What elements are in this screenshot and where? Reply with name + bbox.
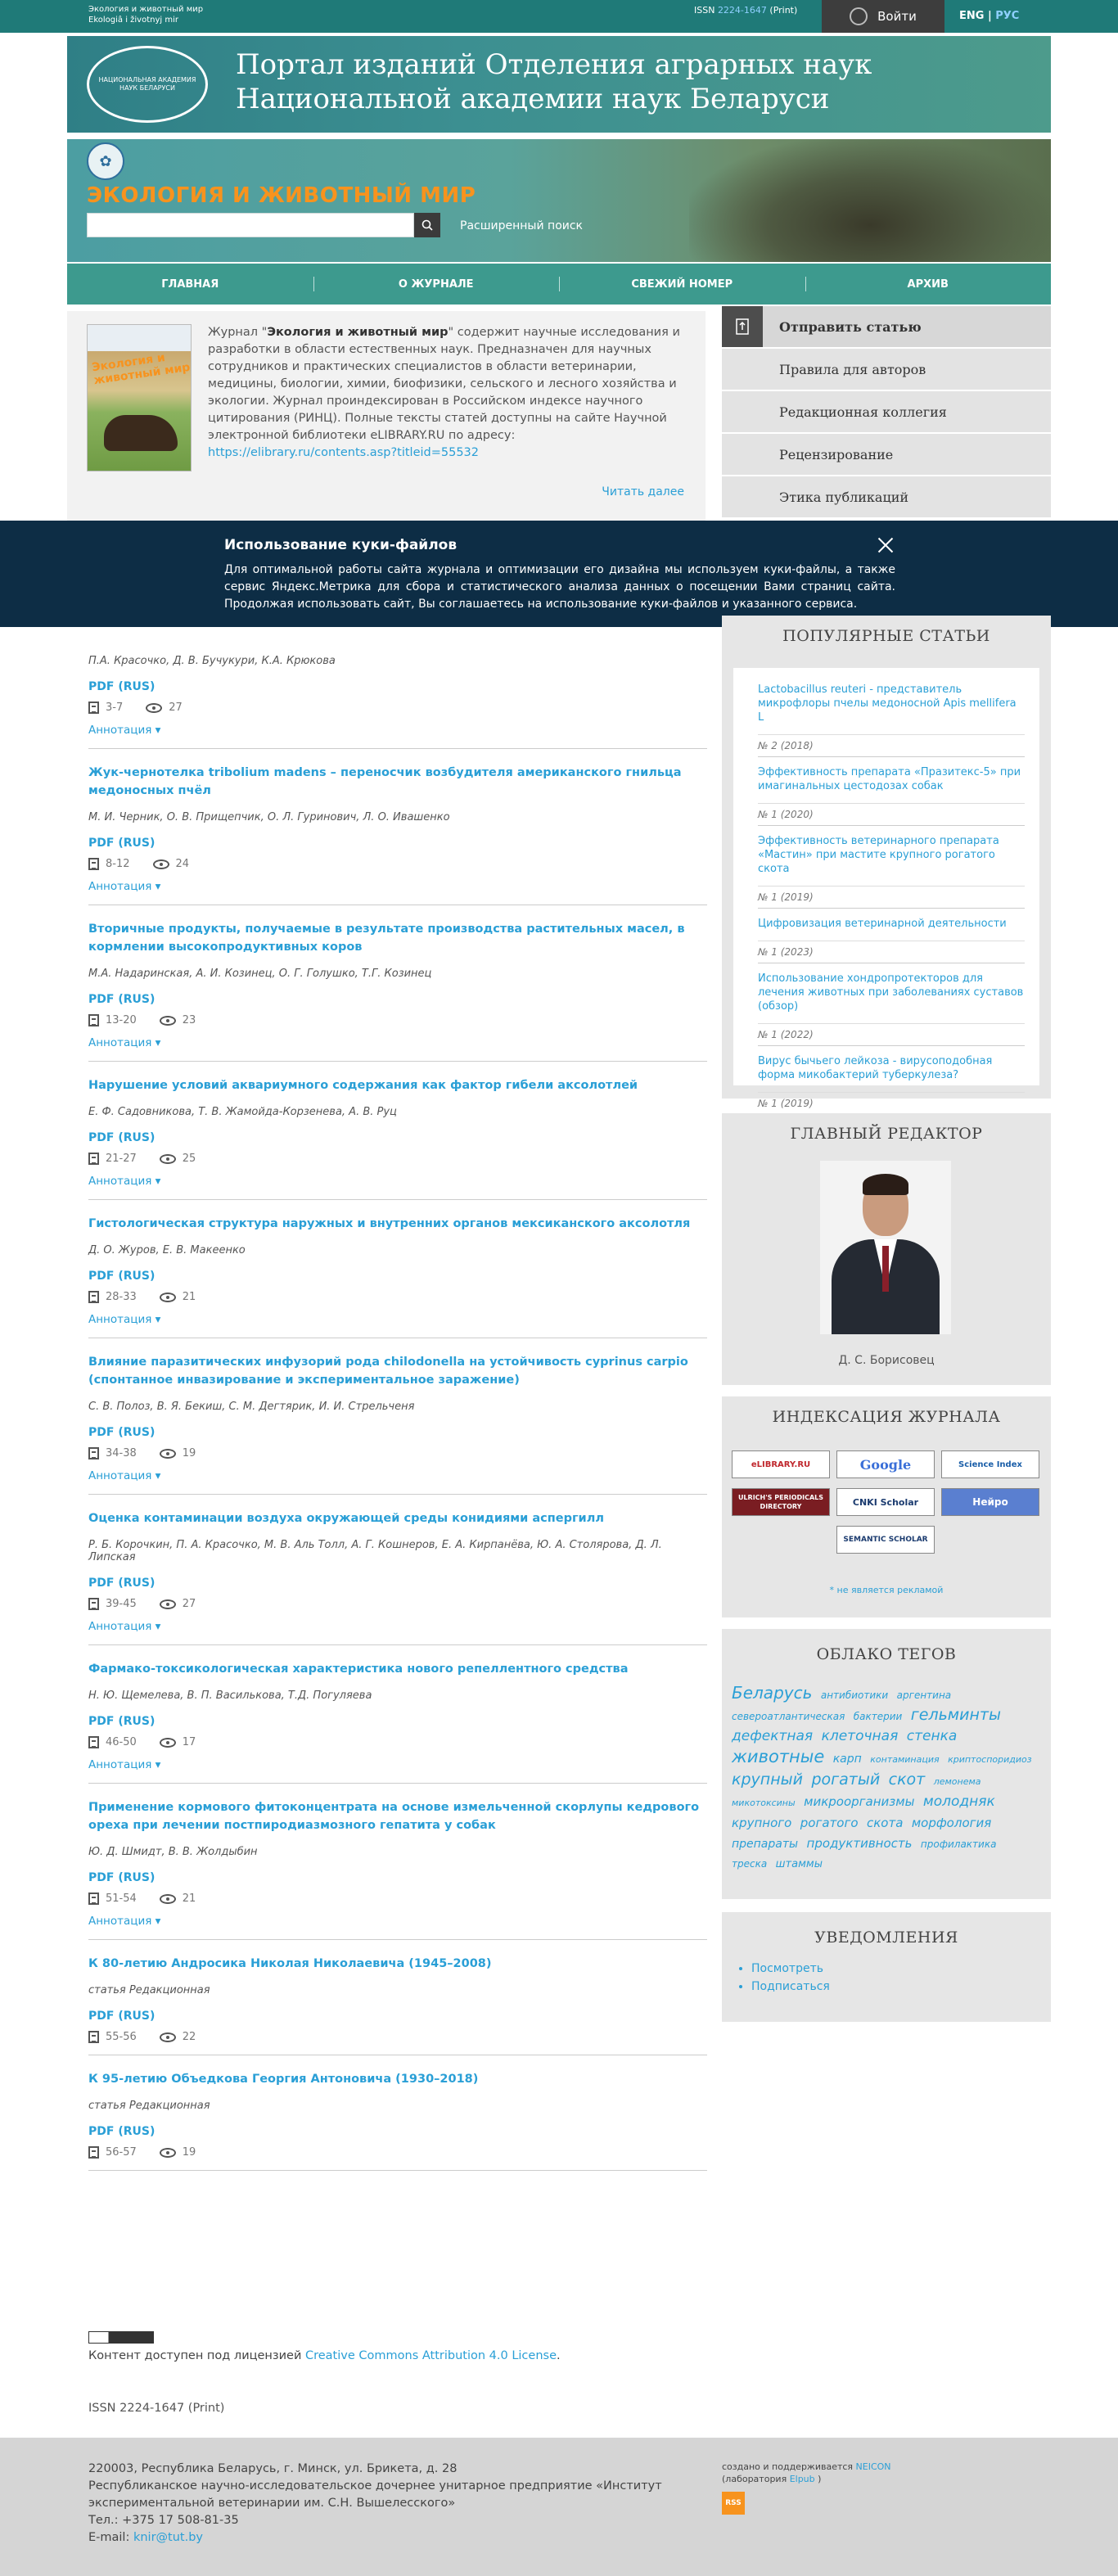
article-views	[160, 1447, 196, 1459]
eye-icon	[160, 1894, 176, 1904]
tag-link[interactable]: рогатого	[800, 1816, 859, 1830]
submit-article-button[interactable]	[722, 306, 1051, 347]
search-input[interactable]	[87, 213, 414, 237]
article-pages	[88, 1598, 137, 1610]
popular-item	[758, 765, 1025, 826]
login-button[interactable]	[822, 0, 944, 33]
article-meta	[88, 1014, 707, 1026]
lab-suffix: )	[814, 2474, 822, 2484]
article-pages	[88, 2031, 137, 2043]
article-item	[88, 1215, 707, 1338]
tags-title: ОБЛАКО ТЕГОВ	[816, 1645, 957, 1663]
lang-rus-link[interactable]: РУС	[995, 10, 1020, 22]
article-pages	[88, 1736, 137, 1748]
indexing-title: ИНДЕКСАЦИЯ ЖУРНАЛА	[772, 1408, 1001, 1426]
article-pages	[88, 1291, 137, 1303]
indexing-note: * не является рекламой	[829, 1585, 944, 1595]
article-meta	[88, 2031, 707, 2043]
tag-link[interactable]: штаммы	[775, 1858, 823, 1870]
issn-label: ISSN	[694, 5, 718, 16]
rss-icon[interactable]: RSS	[722, 2492, 745, 2515]
login-label: Войти	[877, 9, 917, 24]
eye-icon	[146, 703, 162, 713]
issn-bottom: ISSN 2224-1647 (Print)	[88, 2402, 225, 2415]
neicon-link[interactable]: NEICON	[855, 2461, 891, 2472]
article-pages	[88, 1447, 137, 1459]
article-annotation-toggle[interactable]: Аннотация ▾	[88, 1175, 161, 1188]
cc-license-badge[interactable]	[88, 2331, 154, 2344]
article-pdf-link[interactable]: PDF (RUS)	[88, 1577, 156, 1590]
journal-name-lat: Ekologiâ i životnyj mir	[88, 16, 178, 25]
nav-about[interactable]: О ЖУРНАЛЕ	[313, 264, 560, 305]
journal-name-small	[88, 4, 203, 25]
page-icon	[88, 702, 99, 714]
pages-value: 28-33	[106, 1291, 137, 1303]
cookie-text: Для оптимальной работы сайта журнала и оптимизации его дизайна мы используем куки-файлы, а также сервис Яндекс.Метрика для сбора и статистического анализа данных о посещении Вами страниц сайта. Продолжая использовать сайт, Вы соглашаетесь на использование куки-файлов и указанного сервиса.	[224, 563, 895, 611]
main-nav	[67, 264, 1051, 305]
articles-list	[88, 643, 707, 2186]
eye-icon	[160, 1599, 176, 1609]
views-value: 19	[182, 1447, 196, 1459]
pages-value: 55-56	[106, 2031, 137, 2043]
tag-link[interactable]: бактерии	[853, 1711, 903, 1722]
popular-item	[758, 917, 1025, 963]
popular-title: ПОПУЛЯРНЫЕ СТАТЬИ	[782, 627, 990, 645]
bison-image	[104, 415, 178, 451]
page-icon	[88, 1014, 99, 1026]
pages-value: 21-27	[106, 1153, 137, 1165]
tag-link[interactable]: клеточная	[821, 1728, 899, 1744]
footer-created	[722, 2461, 891, 2485]
close-icon[interactable]	[876, 535, 895, 555]
elpub-link[interactable]: Elpub	[789, 2474, 815, 2484]
popular-list	[733, 668, 1039, 1109]
article-pdf-link[interactable]: PDF (RUS)	[88, 1426, 156, 1439]
ulrichs-logo[interactable]: ULRICH'S PERIODICALS DIRECTORY	[732, 1488, 830, 1516]
tag-link[interactable]: крупного	[732, 1816, 792, 1830]
issn-value[interactable]: 2224-1647	[717, 5, 767, 16]
views-value: 21	[182, 1893, 196, 1905]
footer-email-label: E-mail:	[88, 2531, 133, 2544]
tag-link[interactable]: микроорганизмы	[804, 1794, 915, 1809]
notifications-subscribe-link[interactable]: • Подписаться	[751, 1978, 830, 1996]
popular-item	[758, 972, 1025, 1046]
popular-article-link[interactable]: Вирус бычьего лейкоза - вирусоподобная форма микобактерий туберкулеза?	[758, 1055, 993, 1081]
article-title-link[interactable]: Жук-чернотелка tribolium madens – переносчик возбудителя американского гнильца медоносных пчёл	[88, 766, 682, 797]
cookie-banner	[0, 521, 1118, 627]
notifications-view-link[interactable]: • Посмотреть	[751, 1960, 830, 1978]
science-index-logo[interactable]: Science Index	[941, 1450, 1039, 1478]
popular-articles-box	[722, 616, 1051, 1109]
article-pdf-link[interactable]: PDF (RUS)	[88, 2010, 156, 2023]
article-views	[146, 702, 183, 714]
article-meta	[88, 1893, 707, 1905]
article-pages	[88, 858, 130, 870]
cc-license-link[interactable]: Creative Commons Attribution 4.0 License	[304, 2349, 557, 2362]
advanced-search-link[interactable]: Расширенный поиск	[460, 219, 584, 232]
nav-home[interactable]: ГЛАВНАЯ	[161, 277, 219, 291]
article-annotation-toggle[interactable]: Аннотация ▾	[88, 880, 161, 893]
language-switcher	[959, 10, 1019, 22]
article-meta	[88, 2146, 707, 2159]
emblem-text: НАЦИОНАЛЬНАЯ АКАДЕМИЯ НАУК БЕЛАРУСИ	[98, 76, 196, 92]
views-value: 23	[182, 1014, 196, 1026]
tag-link[interactable]: стенка	[906, 1728, 958, 1744]
tag-link[interactable]: контаминация	[870, 1754, 940, 1765]
article-annotation-toggle[interactable]: Аннотация ▾	[88, 724, 161, 737]
chief-editor-box	[722, 1113, 1051, 1385]
article-item	[88, 1798, 707, 1940]
article-views	[160, 2031, 196, 2043]
article-item	[88, 1076, 707, 1200]
article-pdf-link[interactable]: PDF (RUS)	[88, 2125, 156, 2138]
article-authors: Д. О. Журов, Е. В. Макеенко	[88, 1244, 246, 1256]
issn-top	[694, 5, 797, 16]
article-item	[88, 920, 707, 1062]
article-views	[160, 1736, 196, 1748]
article-pages	[88, 1014, 137, 1026]
views-value: 21	[182, 1291, 196, 1303]
page-icon	[88, 2146, 99, 2159]
journal-logo-icon[interactable]: ✿	[87, 142, 124, 180]
academy-emblem-logo	[87, 46, 208, 123]
indexing-box	[722, 1396, 1051, 1617]
popular-item	[758, 834, 1025, 909]
issn-suffix: (Print)	[766, 5, 798, 16]
pages-value: 51-54	[106, 1893, 137, 1905]
submit-icon	[722, 306, 763, 347]
article-item	[88, 1353, 707, 1495]
footer-org: Республиканское научно-исследовательское дочернее унитарное предприятие «Институт экспериментальной ветеринарии им. С.Н. Вышелесского»	[88, 2479, 662, 2510]
article-item	[88, 1509, 707, 1645]
tag-link[interactable]: микотоксины	[732, 1798, 796, 1808]
pages-value: 56-57	[106, 2146, 137, 2159]
article-title-link[interactable]: К 80-летию Андросика Николая Николаевича (1945–2008)	[88, 1957, 492, 1970]
pages-value: 8-12	[106, 858, 130, 870]
article-authors: М. И. Черник, О. В. Прищепчик, О. Л. Гуринович, Л. О. Ивашенко	[88, 811, 450, 823]
tag-link[interactable]: гельминты	[910, 1706, 1001, 1724]
semantic-scholar-logo[interactable]: SEMANTIC SCHOLAR	[836, 1526, 935, 1554]
journal-about	[67, 311, 706, 557]
cookie-title: Использование куки-файлов	[224, 537, 458, 553]
page-icon	[88, 1893, 99, 1905]
article-title-link[interactable]: К 95-летию Объедкова Георгия Антоновича (1930–2018)	[88, 2073, 479, 2086]
tag-link[interactable]: скот	[888, 1771, 926, 1789]
eye-icon	[153, 859, 169, 869]
side-menu-editorial-board[interactable]: Редакционная коллегия	[722, 391, 1051, 432]
article-meta	[88, 1153, 707, 1165]
journal-header	[67, 139, 1051, 262]
article-meta	[88, 702, 707, 714]
popular-issue: № 1 (2023)	[758, 941, 1025, 958]
tag-link[interactable]: препараты	[732, 1838, 799, 1851]
pages-value: 34-38	[106, 1447, 137, 1459]
article-views	[160, 1014, 196, 1026]
article-views	[160, 1291, 196, 1303]
journal-cover-image[interactable]	[87, 324, 192, 471]
lab-prefix: (лаборатория	[722, 2474, 790, 2484]
article-pdf-link[interactable]: PDF (RUS)	[88, 1131, 156, 1144]
search-icon	[422, 219, 433, 231]
pages-value: 46-50	[106, 1736, 137, 1748]
page-icon	[88, 858, 99, 870]
notifications-list	[751, 1960, 830, 1996]
article-pages	[88, 1153, 137, 1165]
moose-image	[689, 139, 1051, 262]
top-bar	[0, 0, 1118, 33]
article-views	[160, 2146, 196, 2159]
footer-email	[88, 2529, 694, 2547]
pages-value: 39-45	[106, 1598, 137, 1610]
article-pdf-link[interactable]: PDF (RUS)	[88, 993, 156, 1006]
photo-tie	[882, 1246, 889, 1292]
page-icon	[88, 2031, 99, 2043]
article-title-link[interactable]: Гистологическая структура наружных и внутренних органов мексиканского аксолотля	[88, 1217, 691, 1230]
article-views	[160, 1598, 196, 1610]
popular-item	[758, 1054, 1025, 1114]
journal-name-ru: Экология и животный мир	[88, 5, 204, 14]
article-meta	[88, 858, 707, 870]
popular-issue: № 1 (2020)	[758, 803, 1025, 820]
article-meta	[88, 1447, 707, 1459]
views-value: 22	[182, 2031, 196, 2043]
popular-item	[758, 683, 1025, 757]
footer	[0, 2438, 1118, 2576]
side-menu-ethics[interactable]: Этика публикаций	[722, 476, 1051, 517]
footer-address	[88, 2461, 694, 2547]
tag-link[interactable]: антибиотики	[820, 1690, 889, 1701]
article-authors: Ю. Д. Шмидт, В. В. Жолдыбин	[88, 1846, 258, 1858]
article-authors: П.А. Красочко, Д. В. Бучукури, К.А. Крюкова	[88, 655, 336, 667]
popular-issue: № 1 (2019)	[758, 886, 1025, 903]
submit-article-label: Отправить статью	[779, 318, 922, 335]
tag-link[interactable]: криптоспоридиоз	[948, 1754, 1032, 1765]
article-annotation-toggle[interactable]: Аннотация ▾	[88, 1758, 161, 1771]
portal-title-line2: Национальной академии наук Беларуси	[236, 83, 830, 115]
photo-hair	[863, 1174, 908, 1195]
article-views	[153, 858, 190, 870]
tag-link[interactable]: крупный	[732, 1771, 803, 1789]
eye-icon	[160, 1154, 176, 1164]
side-menu-author-rules[interactable]: Правила для авторов	[722, 349, 1051, 390]
desc-prefix: Журнал "	[208, 326, 268, 339]
journal-title[interactable]: ЭКОЛОГИЯ И ЖИВОТНЫЙ МИР	[87, 183, 476, 208]
popular-article-link[interactable]: Lactobacillus reuteri - представитель микрофлоры пчелы медоносной Apis mellifera L	[758, 683, 1017, 724]
neuro-logo[interactable]: Нейро	[941, 1488, 1039, 1516]
article-pdf-link[interactable]: PDF (RUS)	[88, 837, 156, 850]
article-authors: статья Редакционная	[88, 1984, 210, 1996]
article-annotation-toggle[interactable]: Аннотация ▾	[88, 1036, 161, 1049]
desc-text: " содержит научные исследования и разработки в области естественных наук. Предназначен для научных сотрудников и практических специалистов в области ветеринарии, медицины, биологии, химии, биофизики, сельского и лесного хозяйства и экологии. Журнал проиндексирован в Российском индексе научного цитирования (РИНЦ). Полные тексты статей доступны на сайте Научной электронной библиотеки eLIBRARY.RU по адресу:	[208, 326, 680, 442]
footer-address-line: 220003, Республика Беларусь, г. Минск, ул. Брикета, д. 28	[88, 2462, 458, 2475]
editor-name: Д. С. Борисовец	[838, 1354, 935, 1367]
article-views	[160, 1153, 196, 1165]
tag-link[interactable]: Беларусь	[732, 1683, 813, 1703]
lang-eng-link[interactable]: ENG	[959, 10, 985, 22]
views-value: 19	[182, 2146, 196, 2159]
views-value: 25	[182, 1153, 196, 1165]
footer-email-link[interactable]: knir@tut.by	[133, 2531, 204, 2544]
article-title-link[interactable]: Оценка контаминации воздуха окружающей среды конидиями аспергилл	[88, 1512, 604, 1525]
tag-link[interactable]: молодняк	[922, 1793, 995, 1810]
page-icon	[88, 1291, 99, 1303]
article-annotation-toggle[interactable]: Аннотация ▾	[88, 1313, 161, 1326]
cnki-logo[interactable]: CNKI Scholar	[836, 1488, 935, 1516]
article-annotation-toggle[interactable]: Аннотация ▾	[88, 1915, 161, 1928]
tag-link[interactable]: рогатый	[811, 1771, 881, 1789]
pages-value: 13-20	[106, 1014, 137, 1026]
desc-journal-name: Экология и животный мир	[267, 326, 449, 339]
portal-title-line1: Портал изданий Отделения аграрных наук	[236, 48, 872, 81]
elibrary-logo[interactable]: eLIBRARY.RU	[732, 1450, 830, 1478]
article-item	[88, 1955, 707, 2055]
popular-article-link[interactable]: Использование хондропротекторов для лечения животных при заболеваниях суставов (обзор)	[758, 972, 1024, 1013]
nav-archive[interactable]: АРХИВ	[805, 264, 1052, 305]
notifications-title: УВЕДОМЛЕНИЯ	[814, 1929, 958, 1947]
eye-icon	[160, 1016, 176, 1026]
user-icon	[850, 7, 868, 25]
article-authors: Р. Б. Корочкин, П. А. Красочко, М. В. Аль Толл, А. Г. Кошнеров, Е. А. Кирпанёва, Ю. А. Столярова, Д. Л. Липская	[88, 1539, 662, 1563]
article-authors: С. В. Полоз, В. Я. Бекиш, С. М. Дегтярик, И. И. Стрельченя	[88, 1401, 415, 1413]
tag-link[interactable]: североатлантическая	[732, 1711, 845, 1722]
popular-issue: № 2 (2018)	[758, 734, 1025, 751]
license-text	[88, 2349, 561, 2362]
portal-banner[interactable]	[67, 36, 1051, 133]
page-icon	[88, 1598, 99, 1610]
tag-cloud	[732, 1683, 1043, 1874]
article-pages	[88, 1893, 137, 1905]
views-value: 17	[182, 1736, 196, 1748]
popular-issue: № 1 (2022)	[758, 1023, 1025, 1040]
eye-icon	[160, 1449, 176, 1459]
tag-link[interactable]: профилактика	[920, 1838, 997, 1850]
eye-icon	[160, 1738, 176, 1748]
article-authors: Е. Ф. Садовникова, Т. В. Жамойда-Корзенева, А. В. Руц	[88, 1106, 397, 1118]
article-item	[88, 764, 707, 905]
search-button[interactable]	[414, 213, 440, 237]
tag-link[interactable]: аргентина	[896, 1690, 952, 1701]
tag-link[interactable]: треска	[732, 1858, 768, 1870]
article-item	[88, 655, 707, 749]
tag-link[interactable]: карп	[832, 1753, 862, 1766]
elibrary-link[interactable]: https://elibrary.ru/contents.asp?titleid=55532	[208, 446, 480, 459]
popular-article-link[interactable]: Эффективность препарата «Празитекс-5» при имагинальных цестодозах собак	[758, 766, 1021, 792]
notifications-box	[722, 1912, 1051, 2022]
article-item	[88, 1660, 707, 1784]
side-menu-peer-review[interactable]: Рецензирование	[722, 434, 1051, 475]
article-pages	[88, 2146, 137, 2159]
article-title-link[interactable]: Вторичные продукты, получаемые в результате производства растительных масел, в кормлении высокопродуктивных коров	[88, 923, 685, 954]
article-pages	[88, 702, 123, 714]
created-prefix: создано и поддерживается	[722, 2461, 856, 2472]
article-pdf-link[interactable]: PDF (RUS)	[88, 680, 156, 693]
pages-value: 3-7	[106, 702, 124, 714]
article-item	[88, 2070, 707, 2171]
article-meta	[88, 1736, 707, 1748]
tag-link[interactable]: дефектная	[732, 1728, 814, 1744]
article-meta	[88, 1291, 707, 1303]
views-value: 27	[182, 1598, 196, 1610]
tag-link[interactable]: морфология	[911, 1816, 992, 1830]
journal-description	[208, 324, 691, 462]
page-icon	[88, 1447, 99, 1459]
eye-icon	[160, 1293, 176, 1302]
tag-link[interactable]: продуктивность	[806, 1836, 913, 1851]
editor-photo	[820, 1161, 951, 1334]
editor-title: ГЛАВНЫЙ РЕДАКТОР	[790, 1125, 983, 1143]
article-views	[160, 1893, 196, 1905]
portal-title	[236, 47, 872, 116]
article-annotation-toggle[interactable]: Аннотация ▾	[88, 1469, 161, 1482]
popular-article-link[interactable]: Эффективность ветеринарного препарата «Мастин» при мастите крупного рогатого скота	[758, 835, 999, 875]
article-title-link[interactable]: Нарушение условий аквариумного содержания как фактор гибели аксолотлей	[88, 1079, 638, 1092]
article-authors: М.А. Надаринская, А. И. Козинец, О. Г. Голушко, Т.Г. Козинец	[88, 968, 432, 980]
popular-article-link[interactable]: Цифровизация ветеринарной деятельности	[758, 918, 1007, 930]
article-authors: статья Редакционная	[88, 2100, 210, 2112]
article-title-link[interactable]: Влияние паразитических инфузорий рода chilodonella на устойчивость cyprinus carpio (спонтанное инвазирование и экспериментальное заражение)	[88, 1356, 688, 1387]
article-title-link[interactable]: Применение кормового фитоконцентрата на основе измельченной скорлупы кедрового ореха при лечении постпиродиазмозного гепатита у собак	[88, 1801, 700, 1832]
google-scholar-logo[interactable]: Google	[836, 1450, 935, 1478]
article-annotation-toggle[interactable]: Аннотация ▾	[88, 1620, 161, 1633]
tag-link[interactable]: скота	[866, 1816, 904, 1830]
side-menu	[722, 306, 1051, 519]
license-suffix: .	[557, 2349, 561, 2362]
views-value: 27	[169, 702, 183, 714]
page-icon	[88, 1153, 99, 1165]
nav-current-issue[interactable]: СВЕЖИЙ НОМЕР	[559, 264, 805, 305]
tag-link[interactable]: животные	[732, 1747, 825, 1766]
article-pdf-link[interactable]: PDF (RUS)	[88, 1715, 156, 1728]
article-meta	[88, 1598, 707, 1610]
eye-icon	[160, 2148, 176, 2158]
article-title-link[interactable]: Фармако-токсикологическая характеристика нового репеллентного средства	[88, 1662, 629, 1676]
popular-issue: № 1 (2019)	[758, 1092, 1025, 1109]
article-pdf-link[interactable]: PDF (RUS)	[88, 1270, 156, 1283]
lang-separator: |	[984, 10, 996, 22]
cover-title: Экология и животный мир	[91, 350, 192, 388]
read-more-link[interactable]: Читать далее	[602, 485, 684, 499]
eye-icon	[160, 2032, 176, 2042]
tag-link[interactable]: лемонема	[933, 1776, 981, 1787]
license-prefix: Контент доступен под лицензией	[88, 2349, 305, 2362]
article-authors: Н. Ю. Щемелева, В. П. Василькова, Т.Д. Погуляева	[88, 1690, 372, 1702]
tag-cloud-box	[722, 1629, 1051, 1899]
footer-phone: Тел.: +375 17 508-81-35	[88, 2514, 239, 2527]
article-pdf-link[interactable]: PDF (RUS)	[88, 1871, 156, 1884]
views-value: 24	[175, 858, 190, 870]
page-icon	[88, 1736, 99, 1748]
